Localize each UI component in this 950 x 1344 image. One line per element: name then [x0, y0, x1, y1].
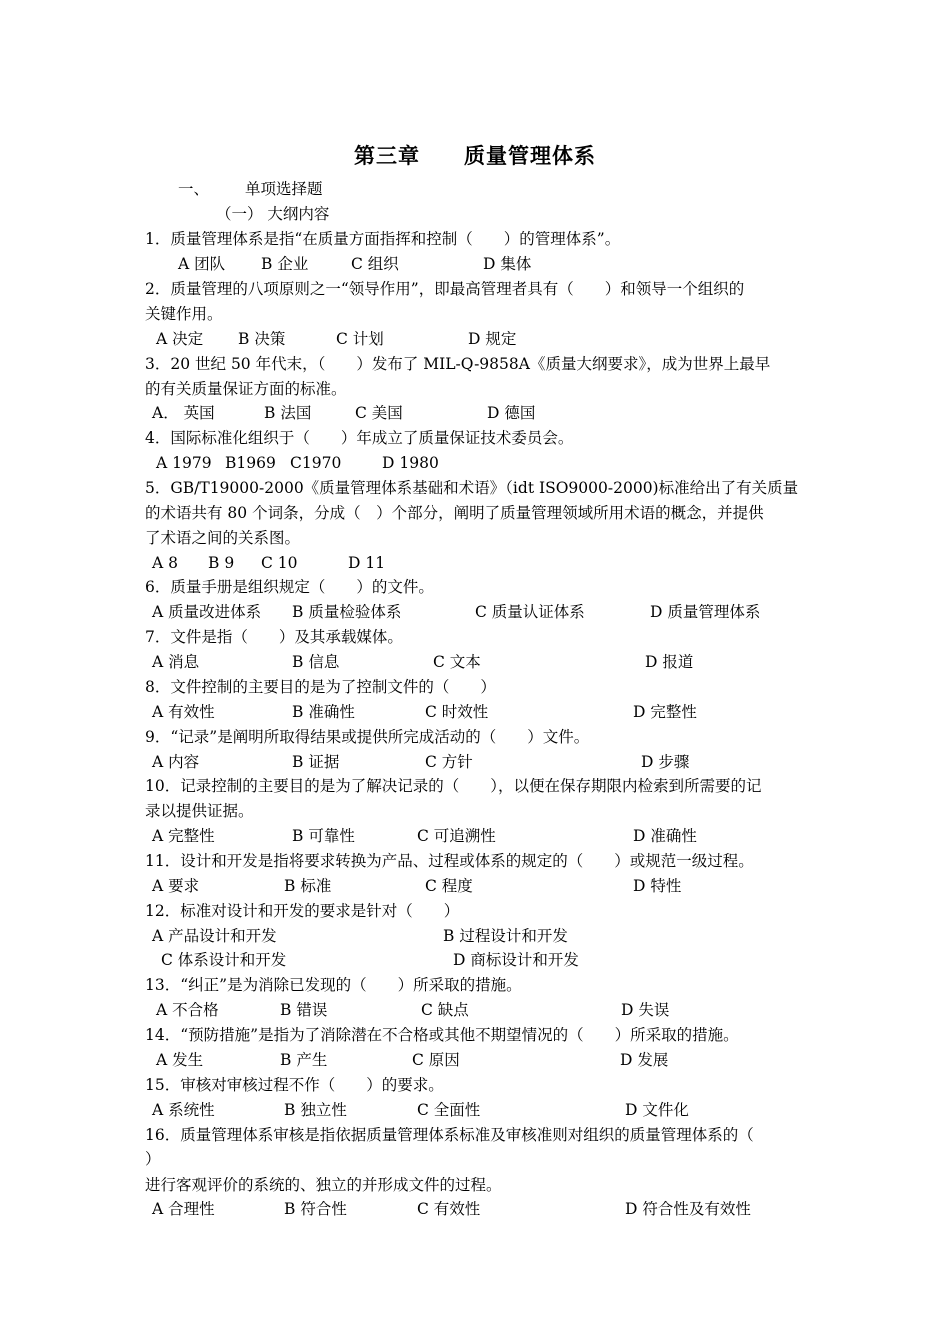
option-a: A 团队 — [178, 255, 226, 273]
question-text: 15．审核对审核过程不作（ ）的要求。 — [145, 1076, 444, 1094]
option-d: D 特性 — [633, 877, 682, 895]
option-a: A 产品设计和开发 — [152, 927, 277, 945]
option-c: C 原因 — [412, 1051, 460, 1069]
option-d: D 商标设计和开发 — [453, 951, 579, 969]
question-text: 的术语共有 80 个词条，分成（ ）个部分，阐明了质量管理领域所用术语的概念，并提供 — [145, 504, 764, 522]
question-text: 9．“记录”是阐明所取得结果或提供所完成活动的（ ）文件。 — [145, 728, 590, 746]
option-c: C 文本 — [433, 653, 481, 671]
option-b: B 独立性 — [284, 1101, 347, 1119]
option-d: D 德国 — [487, 404, 536, 422]
option-a: A 8 — [152, 554, 178, 572]
option-d: D 步骤 — [641, 753, 690, 771]
option-a: A 发生 — [156, 1051, 204, 1069]
option-b: B 证据 — [292, 753, 340, 771]
question-text: 5．GB/T19000-2000《质量管理体系基础和术语》（idt ISO9000-2000)标准给出了有关质量 — [145, 479, 799, 497]
option-c: C1970 — [290, 454, 342, 472]
option-b: B 过程设计和开发 — [443, 927, 568, 945]
option-a: A 1979 — [156, 454, 212, 472]
option-d: D 失误 — [621, 1001, 670, 1019]
option-a: A 合理性 — [152, 1200, 215, 1218]
option-b: B1969 — [225, 454, 276, 472]
question-text: 16．质量管理体系审核是指依据质量管理体系标准及审核准则对组织的质量管理体系的（ — [145, 1126, 754, 1144]
option-b: B 符合性 — [284, 1200, 347, 1218]
option-c: C 全面性 — [417, 1101, 481, 1119]
option-a: A 消息 — [152, 653, 200, 671]
option-a: A 质量改进体系 — [152, 603, 262, 621]
option-b: B 标准 — [284, 877, 332, 895]
option-c: C 计划 — [336, 330, 384, 348]
option-b: B 错误 — [280, 1001, 328, 1019]
option-d: D 质量管理体系 — [650, 603, 761, 621]
question-text: 7．文件是指（ ）及其承载媒体。 — [145, 628, 403, 646]
option-b: B 准确性 — [292, 703, 355, 721]
question-text: 4．国际标准化组织于（ ）年成立了质量保证技术委员会。 — [145, 429, 574, 447]
option-b: B 法国 — [264, 404, 312, 422]
option-c: C 组织 — [351, 255, 399, 273]
option-b: B 决策 — [238, 330, 286, 348]
option-a: A 系统性 — [152, 1101, 215, 1119]
option-a: A． 英国 — [152, 404, 215, 422]
question-text: 2．质量管理的八项原则之一“领导作用”，即最高管理者具有（ ）和领导一个组织的 — [145, 280, 745, 298]
option-d: D 准确性 — [633, 827, 697, 845]
option-d: D 完整性 — [633, 703, 697, 721]
question-text: 13．“纠正”是为消除已发现的（ ）所采取的措施。 — [145, 976, 522, 994]
option-d: D 集体 — [483, 255, 532, 273]
chapter-name: 质量管理体系 — [464, 143, 596, 168]
option-a: A 不合格 — [156, 1001, 219, 1019]
option-d: D 1980 — [382, 454, 439, 472]
question-text: ） — [145, 1150, 161, 1168]
option-d: D 报道 — [645, 653, 694, 671]
option-c: C 缺点 — [421, 1001, 469, 1019]
section-label: 单项选择题 — [245, 180, 323, 198]
option-b: B 可靠性 — [292, 827, 355, 845]
question-text: 8．文件控制的主要目的是为了控制文件的（ ） — [145, 678, 496, 696]
question-text: 6．质量手册是组织规定（ ）的文件。 — [145, 578, 434, 596]
option-d: D 文件化 — [625, 1101, 689, 1119]
question-text: 3．20 世纪 50 年代末，（ ）发布了 MIL-Q-9858A《质量大纲要求》，成为世界上最早 — [145, 355, 771, 373]
option-c: C 有效性 — [417, 1200, 481, 1218]
question-text: 录以提供证据。 — [145, 802, 254, 820]
option-d: D 规定 — [468, 330, 517, 348]
option-d: D 11 — [348, 554, 386, 572]
option-c: C 方针 — [425, 753, 473, 771]
chapter-title — [0, 140, 950, 170]
option-a: A 完整性 — [152, 827, 215, 845]
question-text: 的有关质量保证方面的标准。 — [145, 380, 347, 398]
option-d: D 发展 — [620, 1051, 669, 1069]
option-c: C 质量认证体系 — [475, 603, 585, 621]
option-b: B 企业 — [261, 255, 309, 273]
option-a: A 要求 — [152, 877, 200, 895]
question-text: 10．记录控制的主要目的是为了解决记录的（ ），以便在保存期限内检索到所需要的记 — [145, 777, 762, 795]
option-b: B 产生 — [280, 1051, 328, 1069]
option-c: C 程度 — [425, 877, 473, 895]
option-c: C 10 — [261, 554, 298, 572]
option-c: C 时效性 — [425, 703, 489, 721]
question-text: 了术语之间的关系图。 — [145, 529, 301, 547]
chapter-number: 第三章 — [354, 143, 420, 168]
question-text: 12．标准对设计和开发的要求是针对（ ） — [145, 902, 460, 920]
subsection-heading: （一） 大纲内容 — [216, 205, 330, 223]
option-a: A 决定 — [156, 330, 204, 348]
question-text: 进行客观评价的系统的、独立的并形成文件的过程。 — [145, 1176, 502, 1194]
option-b: B 质量检验体系 — [292, 603, 402, 621]
option-c: C 体系设计和开发 — [161, 951, 287, 969]
option-c: C 可追溯性 — [417, 827, 496, 845]
option-d: D 符合性及有效性 — [625, 1200, 751, 1218]
question-text: 11．设计和开发是指将要求转换为产品、过程或体系的规定的（ ）或规范一级过程。 — [145, 852, 754, 870]
question-text: 关键作用。 — [145, 305, 223, 323]
question-text: 1．质量管理体系是指“在质量方面指挥和控制（ ）的管理体系”。 — [145, 230, 621, 248]
option-a: A 有效性 — [152, 703, 215, 721]
option-b: B 信息 — [292, 653, 340, 671]
option-a: A 内容 — [152, 753, 200, 771]
option-b: B 9 — [208, 554, 235, 572]
option-c: C 美国 — [355, 404, 403, 422]
question-text: 14．“预防措施”是指为了消除潜在不合格或其他不期望情况的（ ）所采取的措施。 — [145, 1026, 739, 1044]
section-number: 一、 — [178, 180, 210, 198]
